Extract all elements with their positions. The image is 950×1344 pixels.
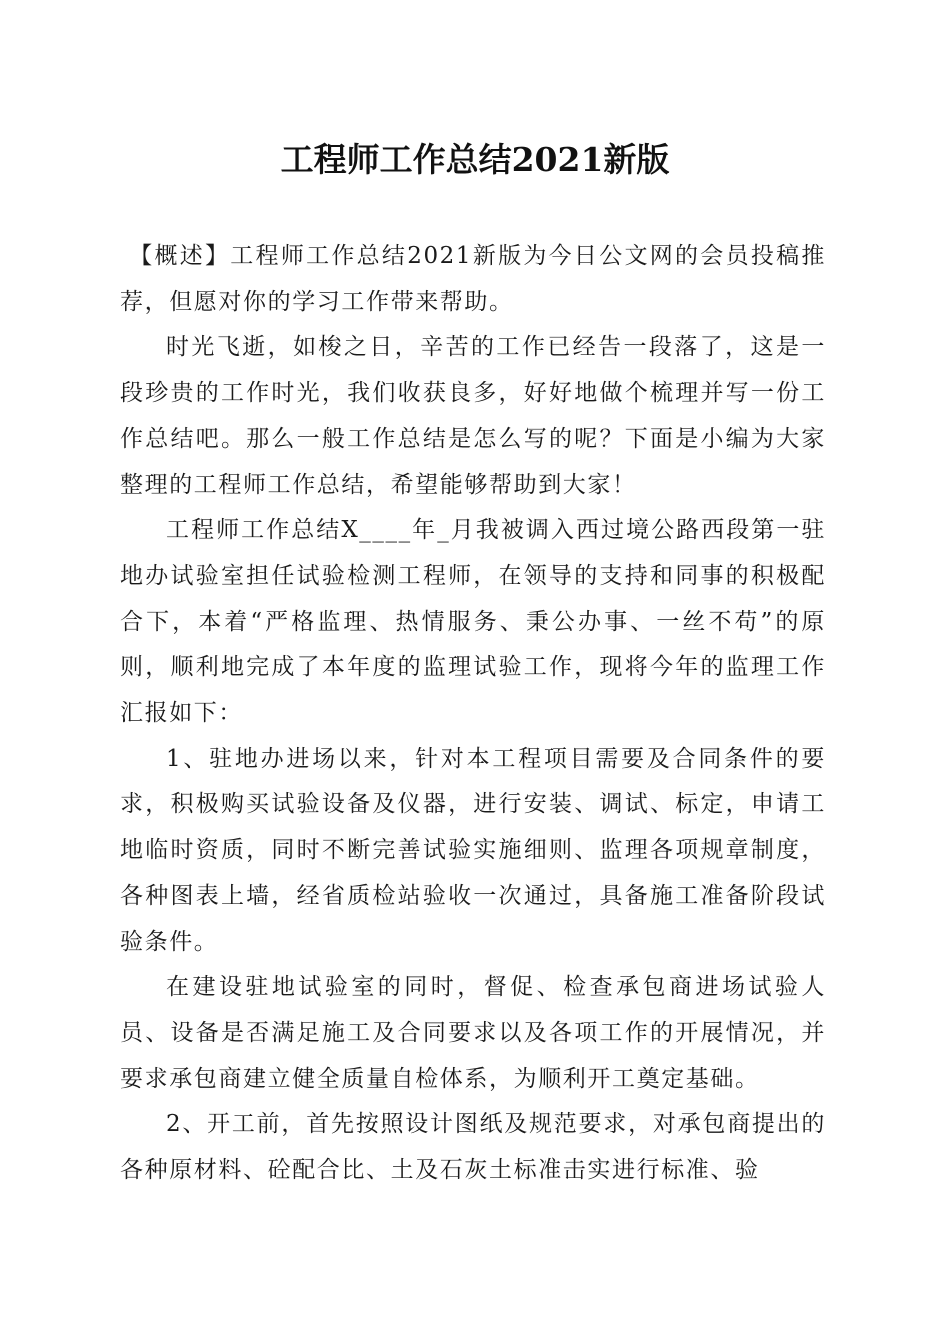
summary-paragraph: 【概述】工程师工作总结2021新版为今日公文网的会员投稿推荐，但愿对你的学习工作带来帮助。 [120, 243, 826, 315]
body-paragraph: 在建设驻地试验室的同时，督促、检查承包商进场试验人员、设备是否满足施工及合同要求以及各项工作的开展情况，并要求承包商建立健全质量自检体系，为顺利开工奠定基础。 [120, 974, 826, 1092]
intro-paragraph: 时光飞逝，如梭之日，辛苦的工作已经告一段落了，这是一段珍贵的工作时光，我们收获良多，好好地做个梳理并写一份工作总结吧。那么一般工作总结是怎么写的呢？下面是小编为大家整理的工程师工作总结，希望能够帮助到大家！ [120, 334, 826, 498]
body-paragraph: 1、驻地办进场以来，针对本工程项目需要及合同条件的要求，积极购买试验设备及仪器，进行安装、调试、标定，申请工地临时资质，同时不断完善试验实施细则、监理各项规章制度，各种图表上墙，经省质检站验收一次通过，具备施工准备阶段试验条件。 [120, 745, 826, 955]
document-body [120, 234, 826, 1194]
body-paragraph: 2、开工前，首先按照设计图纸及规范要求，对承包商提出的各种原材料、砼配合比、土及石灰土标准击实进行标准、验 [120, 1111, 826, 1184]
document-title: 工程师工作总结2021新版 [280, 140, 670, 179]
body-paragraph: 工程师工作总结X____年_月我被调入西过境公路西段第一驻地办试验室担任试验检测工程师，在领导的支持和同事的积极配合下，本着“严格监理、热情服务、秉公办事、一丝不苟”的原则，顺利地完成了本年度的监理试验工作，现将今年的监理工作汇报如下： [120, 517, 826, 727]
